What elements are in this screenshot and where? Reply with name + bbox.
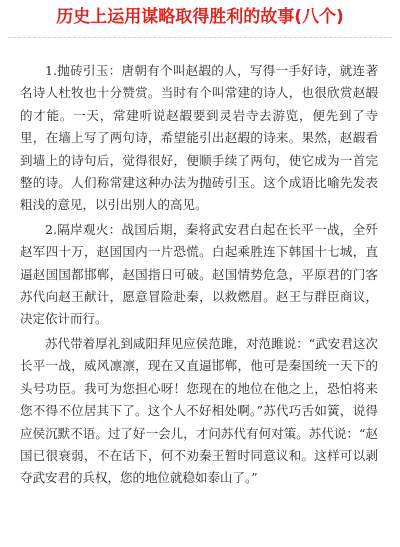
article-body [20, 60, 378, 492]
paragraph: 苏代带着厚礼到咸阳拜见应侯范雎，对范雎说：“武安君这次长平一战，威风凛凛，现在又直逼邯郸，他可是秦国统一天下的头号功臣。我可为您担心呀！您现在的地位在他之上，恐怕将来您不得不位居其下了。这个人不好相处啊。”苏代巧舌如簧，说得应侯沉默不语。过了好一会儿，才问苏代有何对策。苏代说：“赵国已很衰弱，不在话下，何不劝秦王暂时同意议和。这样可以剥夺武安君的兵权，您的地位就稳如泰山了。” [20, 335, 378, 486]
paragraph: 1.抛砖引玉：唐朝有个叫赵嘏的人，写得一手好诗，就连著名诗人杜牧也十分赞赏。当时有个叫常建的诗人，也很欣赏赵嘏的才能。一天，常建听说赵嘏要到灵岩寺去游览，便先到了寺里，在墙上写了两句诗，希望能引出赵嘏的诗来。果然，赵嘏看到墙上的诗句后，觉得很好，便顺手续了两句，使它成为一首完整的诗。人们称常建这种办法为抛砖引玉。这个成语比喻先发表粗浅的意见，以引出别人的高见。 [20, 63, 378, 213]
article-title: 历史上运用谋略取得胜利的故事(八个) [56, 7, 344, 27]
paragraph: 2.隔岸观火：战国后期，秦将武安君白起在长平一战，全歼赵军四十万，赵国国内一片恐慌。白起乘胜连下韩国十七城，直逼赵国国都邯郸，赵国指日可破。赵国情势危急，平原君的门客苏代向赵王献计，愿意冒险赴秦，以救燃眉。赵王与群臣商议，决定依计而行。 [20, 221, 378, 327]
title-divider [8, 37, 392, 38]
